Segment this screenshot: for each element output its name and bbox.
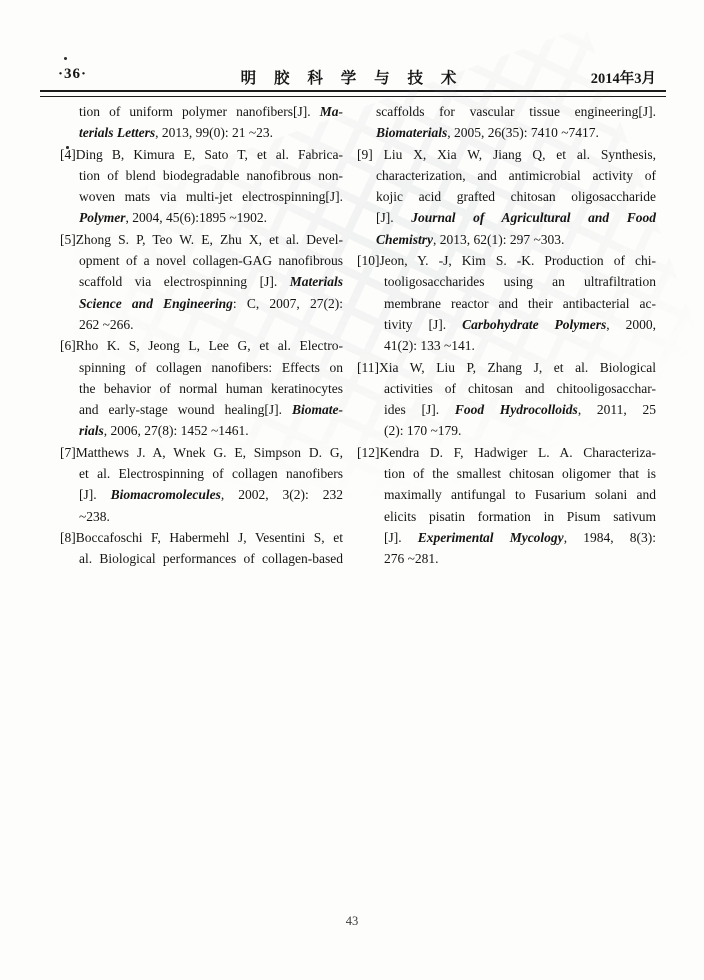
- reference-text: tion of blend biodegradable nanofibrous non-: [79, 167, 343, 183]
- references-column-right: [357, 101, 656, 570]
- reference-text: [9] Liu X, Xia W, Jiang Q, et al. Synthesis,: [357, 146, 656, 162]
- reference-text: 276 ~281.: [384, 551, 439, 567]
- reference-line: [60, 101, 343, 122]
- reference-text: [4]Ding B, Kimura E, Sato T, et al. Fabrica-: [60, 146, 343, 162]
- journal-name-italic: Biomate-: [292, 402, 343, 418]
- reference-line: [357, 548, 656, 569]
- journal-name-italic: Experimental Mycology: [417, 529, 564, 545]
- reference-text: tion of uniform polymer nanofibers[J].: [79, 104, 320, 119]
- journal-name-italic: Biomaterials: [376, 125, 448, 141]
- reference-text: scaffolds for vascular tissue engineering[J].: [376, 104, 656, 119]
- page-header: [0, 66, 704, 88]
- reference-text: tion of the smallest chitosan oligomer that is: [384, 466, 656, 482]
- reference-text: activities of chitosan and chitooligosacchar-: [384, 380, 656, 396]
- journal-name-italic: Biomacromolecules: [110, 487, 221, 503]
- reference-line: [357, 442, 656, 463]
- reference-text: ~238.: [79, 508, 110, 524]
- journal-name-italic: Journal of Agricultural and Food: [411, 210, 656, 226]
- reference-line: [60, 506, 343, 527]
- references-section: [60, 101, 656, 570]
- reference-line: [60, 335, 343, 356]
- reference-line: [357, 314, 656, 335]
- reference-text: , 2013, 62(1): 297 ~303.: [433, 231, 565, 247]
- reference-text: opment of a novel collagen-GAG nanofibrous: [79, 253, 343, 269]
- reference-text: [5]Zhong S. P, Teo W. E, Zhu X, et al. Devel-: [60, 231, 343, 247]
- reference-line: [60, 186, 343, 207]
- reference-line: [357, 527, 656, 548]
- issue-date: 2014年3月: [590, 71, 656, 87]
- reference-text: tivity [J].: [384, 316, 463, 332]
- reference-line: [357, 271, 656, 292]
- reference-text: 41(2): 133 ~141.: [384, 338, 475, 354]
- journal-name-italic: Food Hydrocolloids: [454, 402, 578, 418]
- reference-text: [8]Boccafoschi F, Habermehl J, Vesentini S, et: [60, 529, 343, 545]
- reference-line: [357, 207, 656, 228]
- reference-line: [357, 357, 656, 378]
- reference-line: [357, 378, 656, 399]
- reference-line: [60, 420, 343, 441]
- journal-name-italic: Chemistry: [376, 231, 434, 247]
- reference-line: [60, 250, 343, 271]
- reference-line: [357, 122, 656, 143]
- reference-text: [J].: [376, 210, 412, 226]
- reference-text: ides [J].: [384, 402, 455, 418]
- reference-line: [357, 506, 656, 527]
- page-number-bottom: 43: [345, 914, 359, 928]
- reference-text: , 2002, 3(2): 232: [220, 487, 343, 503]
- reference-text: kojic acid grafted chitosan oligosaccharide: [376, 189, 656, 205]
- reference-text: membrane reactor and their antibacterial ac-: [384, 295, 656, 311]
- header-double-rule: [40, 90, 666, 97]
- reference-line: [357, 229, 656, 250]
- reference-line: [357, 186, 656, 207]
- reference-line: [60, 293, 343, 314]
- journal-name-italic: rials: [79, 423, 104, 439]
- reference-text: [J].: [384, 529, 418, 545]
- reference-text: : C, 2007, 27(2):: [232, 295, 343, 311]
- reference-text: , 2006, 27(8): 1452 ~1461.: [103, 423, 249, 439]
- reference-text: scaffold via electrospinning [J].: [79, 274, 290, 290]
- reference-line: [60, 229, 343, 250]
- reference-line: [357, 101, 656, 122]
- page-footer: [0, 914, 704, 929]
- journal-name-italic: Materials: [289, 274, 343, 290]
- journal-name-italic: Ma-: [319, 104, 343, 119]
- page-number-top: ·36·: [58, 66, 88, 82]
- reference-line: [60, 442, 343, 463]
- reference-text: [6]Rho K. S, Jeong L, Lee G, et al. Electro-: [60, 338, 343, 354]
- reference-line: [60, 207, 343, 228]
- reference-line: [60, 144, 343, 165]
- reference-text: maximally antifungal to Fusarium solani and: [384, 487, 656, 503]
- reference-text: , 2004, 45(6):1895 ~1902.: [125, 210, 268, 226]
- reference-line: [60, 399, 343, 420]
- reference-line: [60, 548, 343, 569]
- reference-line: [357, 293, 656, 314]
- scan-artifact-dot: [64, 57, 67, 60]
- journal-name-italic: Science and Engineering: [79, 295, 233, 311]
- reference-text: [10]Jeon, Y. -J, Kim S. -K. Production of chi-: [357, 253, 656, 269]
- reference-line: [60, 378, 343, 399]
- reference-line: [357, 484, 656, 505]
- reference-line: [60, 314, 343, 335]
- reference-line: [357, 165, 656, 186]
- reference-line: [60, 527, 343, 548]
- reference-text: tooligosaccharides using an ultrafiltration: [384, 274, 656, 290]
- reference-line: [60, 271, 343, 292]
- journal-title: 明 胶 科 学 与 技 术: [240, 70, 464, 87]
- reference-text: [11]Xia W, Liu P, Zhang J, et al. Biological: [357, 359, 656, 375]
- reference-text: et al. Electrospinning of collagen nanofibers: [79, 466, 343, 482]
- reference-text: the behavior of normal human keratinocytes: [79, 380, 343, 396]
- reference-line: [357, 399, 656, 420]
- journal-name-italic: Carbohydrate Polymers: [462, 316, 607, 332]
- reference-text: (2): 170 ~179.: [384, 423, 462, 439]
- reference-text: , 2005, 26(35): 7410 ~7417.: [447, 125, 599, 141]
- references-column-left: [60, 101, 343, 570]
- reference-line: [357, 420, 656, 441]
- reference-line: [60, 122, 343, 143]
- reference-line: [357, 250, 656, 271]
- reference-line: [60, 463, 343, 484]
- reference-text: characterization, and antimicrobial activity of: [376, 167, 656, 183]
- reference-text: , 2011, 25: [577, 402, 657, 418]
- reference-line: [357, 463, 656, 484]
- reference-text: woven mats via multi-jet electrospinning[J].: [79, 189, 343, 205]
- reference-text: 262 ~266.: [79, 316, 134, 332]
- reference-text: , 1984, 8(3):: [563, 529, 656, 545]
- journal-name-italic: terials Letters: [79, 125, 156, 141]
- reference-text: and early-stage wound healing[J].: [79, 402, 292, 418]
- reference-line: [357, 144, 656, 165]
- journal-name-italic: Polymer: [79, 210, 126, 226]
- reference-text: , 2000,: [606, 316, 656, 332]
- reference-text: al. Biological performances of collagen-based: [79, 551, 343, 567]
- reference-line: [60, 484, 343, 505]
- reference-text: [12]Kendra D. F, Hadwiger L. A. Characteriza-: [357, 444, 656, 460]
- reference-line: [60, 357, 343, 378]
- reference-text: [J].: [79, 487, 111, 503]
- reference-line: [357, 335, 656, 356]
- reference-text: , 2013, 99(0): 21 ~23.: [155, 125, 274, 141]
- reference-line: [60, 165, 343, 186]
- reference-text: [7]Matthews J. A, Wnek G. E, Simpson D. G,: [60, 444, 343, 460]
- reference-text: elicits pisatin formation in Pisum sativum: [384, 508, 656, 524]
- reference-text: spinning of collagen nanofibers: Effects on: [79, 359, 343, 375]
